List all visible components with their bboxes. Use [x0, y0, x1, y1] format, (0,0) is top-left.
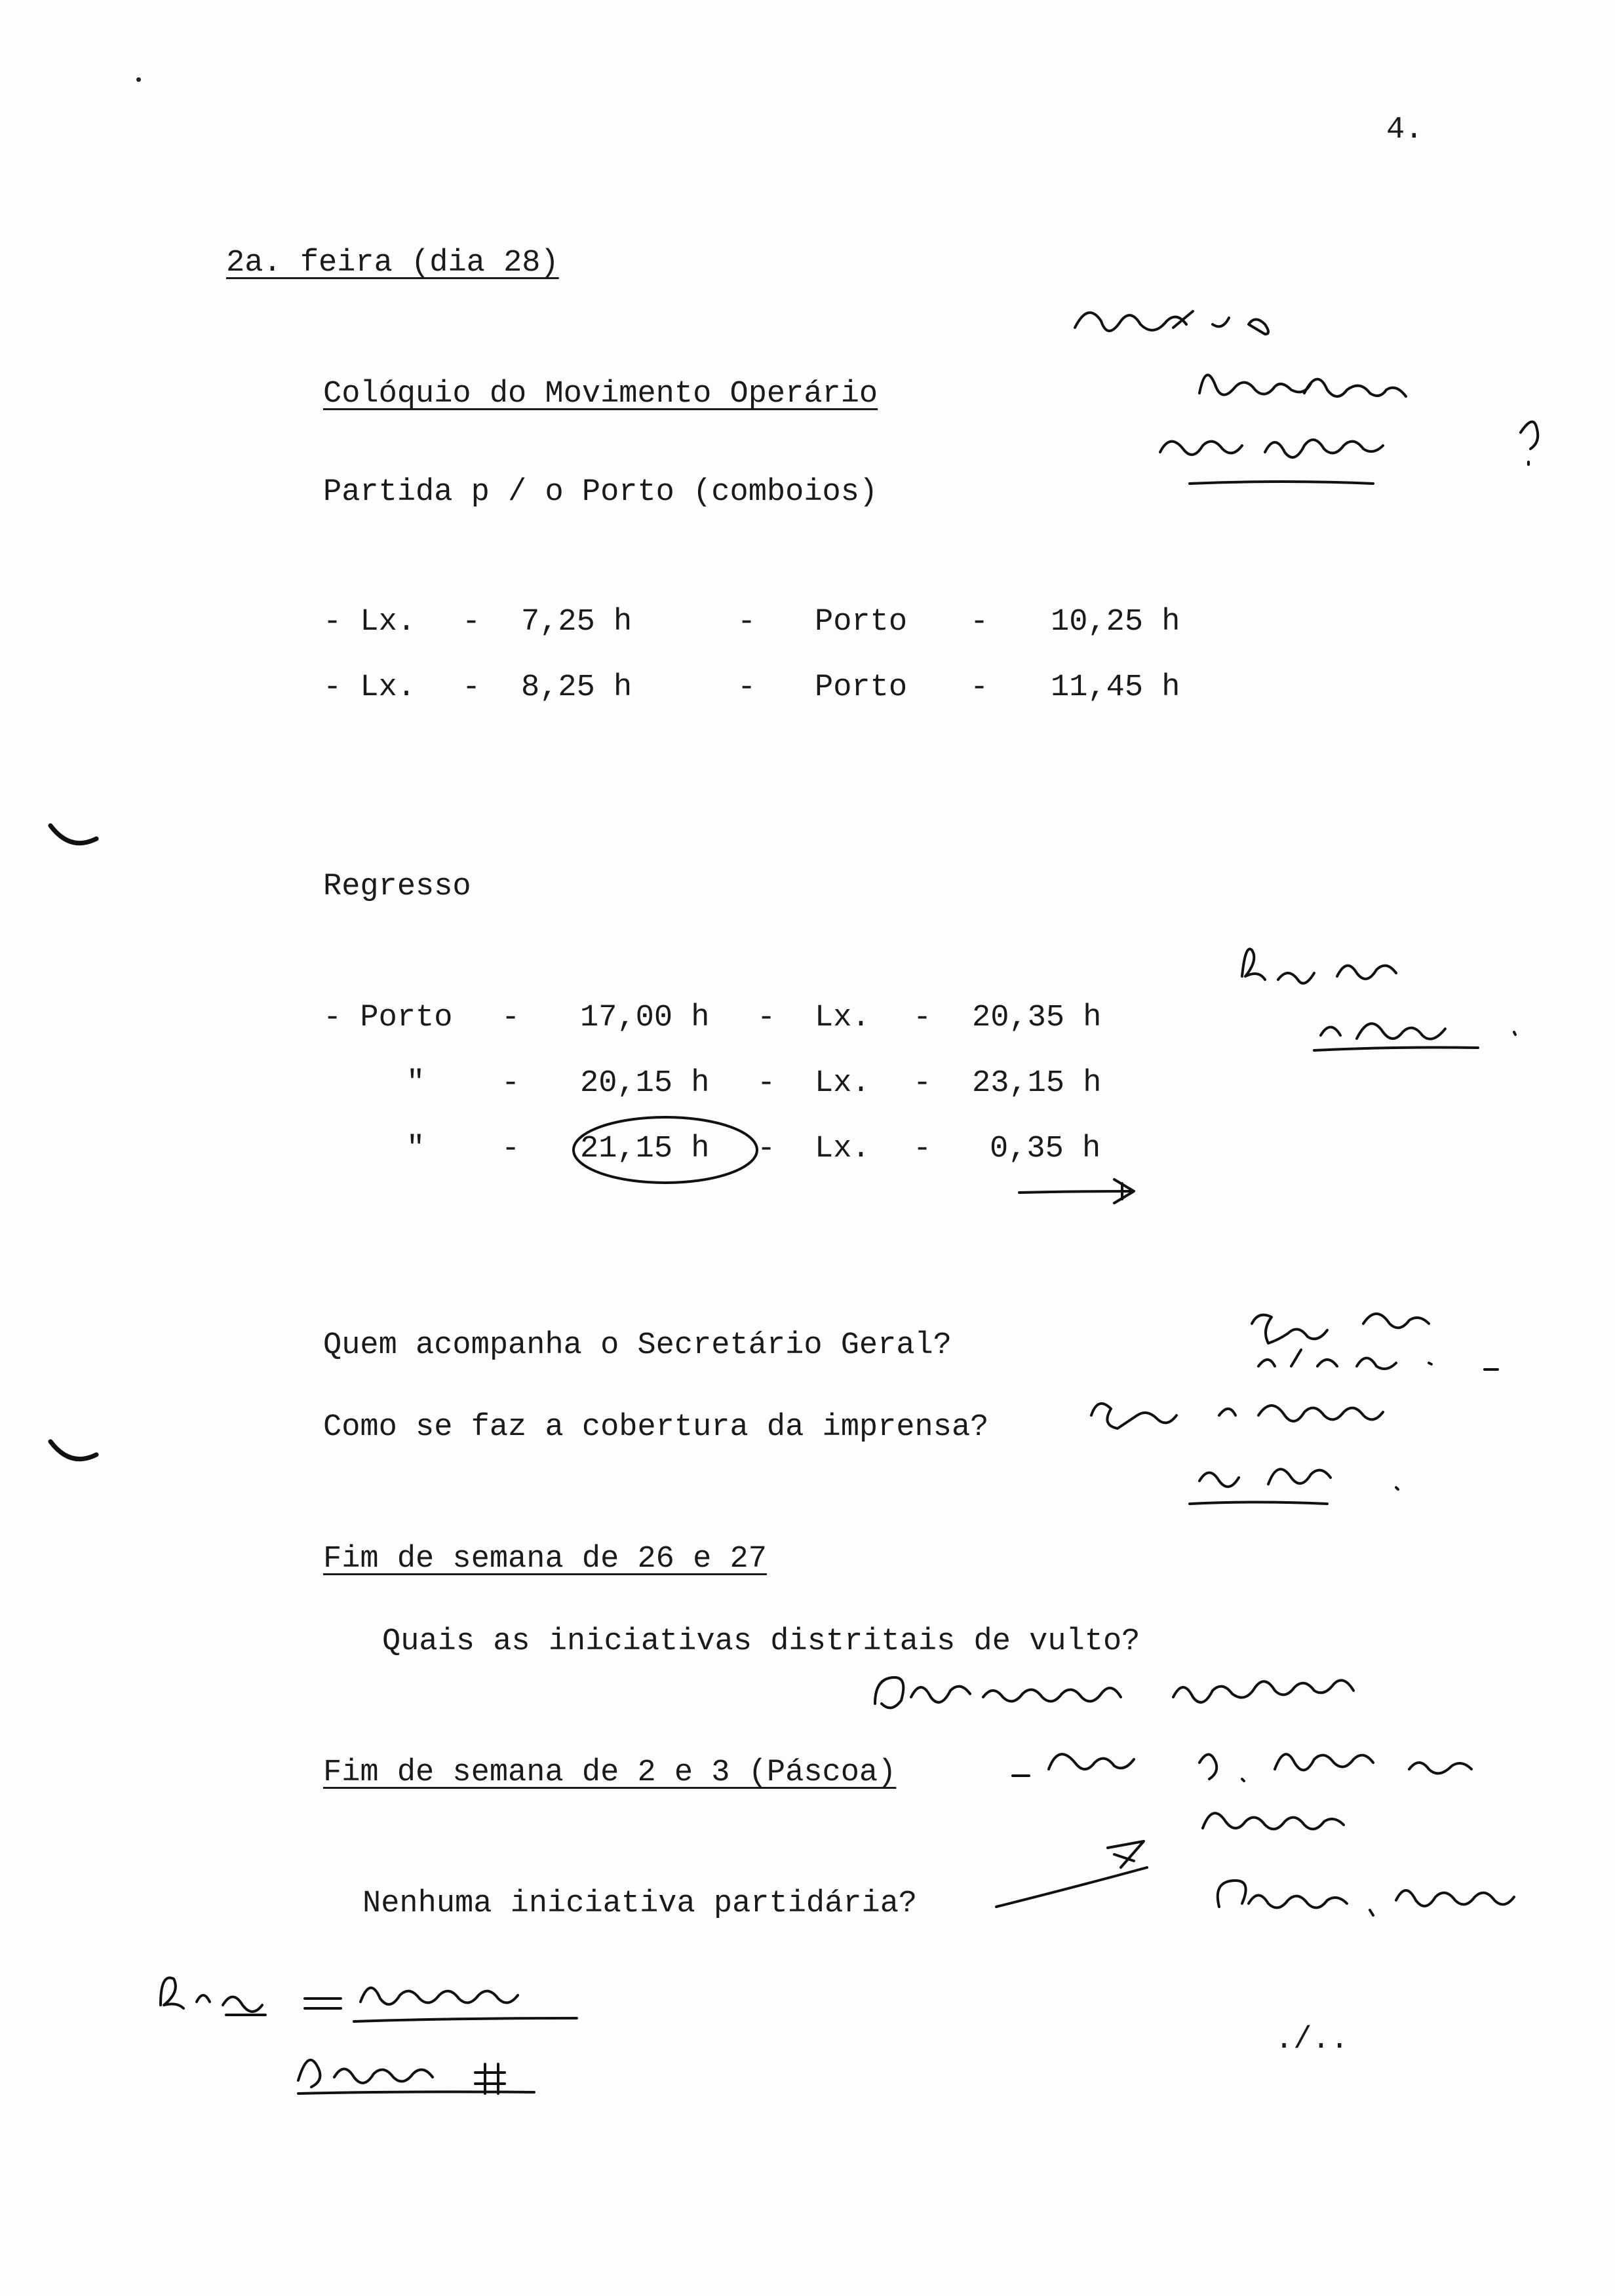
- separator: -: [757, 1066, 776, 1101]
- page-number: 4.: [1386, 113, 1424, 147]
- departure-to: Porto: [815, 605, 908, 640]
- handwriting-line: [298, 2060, 505, 2094]
- return-to: Lx.: [815, 1066, 870, 1101]
- separator: -: [913, 1001, 932, 1035]
- departure-from: - Lx.: [323, 605, 416, 640]
- margin-mark: [47, 822, 100, 862]
- separator: -: [737, 670, 756, 705]
- arrival-time: 23,15 h: [972, 1066, 1102, 1101]
- handwriting-line: [1203, 1813, 1344, 1829]
- underline: [1314, 1048, 1478, 1051]
- ditto-mark: ": [406, 1066, 425, 1101]
- colloquium-title: Colóquio do Movimento Operário: [323, 377, 878, 411]
- departure-time: 7,25 h: [521, 605, 632, 640]
- handwriting-line: [1258, 1350, 1498, 1369]
- weekend-easter-question: Nenhuma iniciativa partidária?: [362, 1886, 918, 1921]
- departure-to: Porto: [815, 670, 908, 705]
- return-to: Lx.: [815, 1001, 870, 1035]
- question-secretary: Quem acompanha o Secretário Geral?: [323, 1328, 952, 1363]
- separator: -: [913, 1132, 932, 1166]
- handwriting-line: [1199, 1469, 1398, 1489]
- arrival-time: 20,35 h: [972, 1001, 1102, 1035]
- underline: [1190, 482, 1373, 484]
- handwriting-line: [1013, 1754, 1471, 1781]
- return-from: - Porto: [323, 1001, 453, 1035]
- handwriting-line: [1091, 1404, 1383, 1428]
- departure-from: - Lx.: [323, 670, 416, 705]
- departure-time-circled: 21,15 h: [580, 1132, 710, 1166]
- underline: [1190, 1502, 1327, 1504]
- handwriting-line: [161, 1978, 518, 2012]
- arrival-time: 11,45 h: [1051, 670, 1180, 705]
- weekend-26-27-question: Quais as iniciativas distritais de vulto?: [382, 1624, 1140, 1659]
- return-to: Lx.: [815, 1132, 870, 1166]
- day-heading: 2a. feira (dia 28): [226, 246, 559, 280]
- separator: -: [757, 1001, 776, 1035]
- margin-mark: [47, 1438, 100, 1478]
- handwriting-line: [1075, 311, 1268, 334]
- arrival-time: 0,35 h: [990, 1132, 1101, 1166]
- circle-mark: [574, 1117, 757, 1183]
- underline: [226, 2015, 577, 2021]
- weekend-26-27-title: Fim de semana de 26 e 27: [323, 1542, 767, 1577]
- arrow-head: [1108, 1841, 1144, 1867]
- departure-time: 17,00 h: [580, 1001, 710, 1035]
- separator: -: [501, 1132, 520, 1166]
- handwriting-line: [1160, 422, 1538, 465]
- separator: -: [970, 605, 989, 640]
- departure-time: 8,25 h: [521, 670, 632, 705]
- departure-label: Partida p / o Porto (comboios): [323, 475, 878, 510]
- question-press-coverage: Como se faz a cobertura da imprensa?: [323, 1410, 989, 1445]
- separator: -: [501, 1001, 520, 1035]
- handwriting-line: [1242, 949, 1396, 983]
- separator: -: [913, 1066, 932, 1101]
- continuation-mark: ./..: [1275, 2023, 1349, 2057]
- separator: -: [737, 605, 756, 640]
- ditto-mark: ": [406, 1132, 425, 1166]
- handwriting-line: [1321, 1024, 1515, 1039]
- separator: -: [462, 605, 481, 640]
- handwriting-line: [1252, 1314, 1429, 1343]
- handwriting-line: [875, 1677, 1353, 1708]
- speck: [136, 77, 141, 82]
- return-label: Regresso: [323, 870, 471, 904]
- separator: -: [501, 1066, 520, 1101]
- separator: -: [970, 670, 989, 705]
- weekend-easter-title: Fim de semana de 2 e 3 (Páscoa): [323, 1755, 897, 1790]
- separator: -: [757, 1132, 776, 1166]
- separator: -: [462, 670, 481, 705]
- arrow-line: [1019, 1191, 1131, 1193]
- handwriting-line: [1199, 375, 1406, 396]
- arrival-time: 10,25 h: [1051, 605, 1180, 640]
- arrow-line: [996, 1867, 1147, 1907]
- departure-time: 20,15 h: [580, 1066, 710, 1101]
- handwriting-line: [1218, 1881, 1514, 1915]
